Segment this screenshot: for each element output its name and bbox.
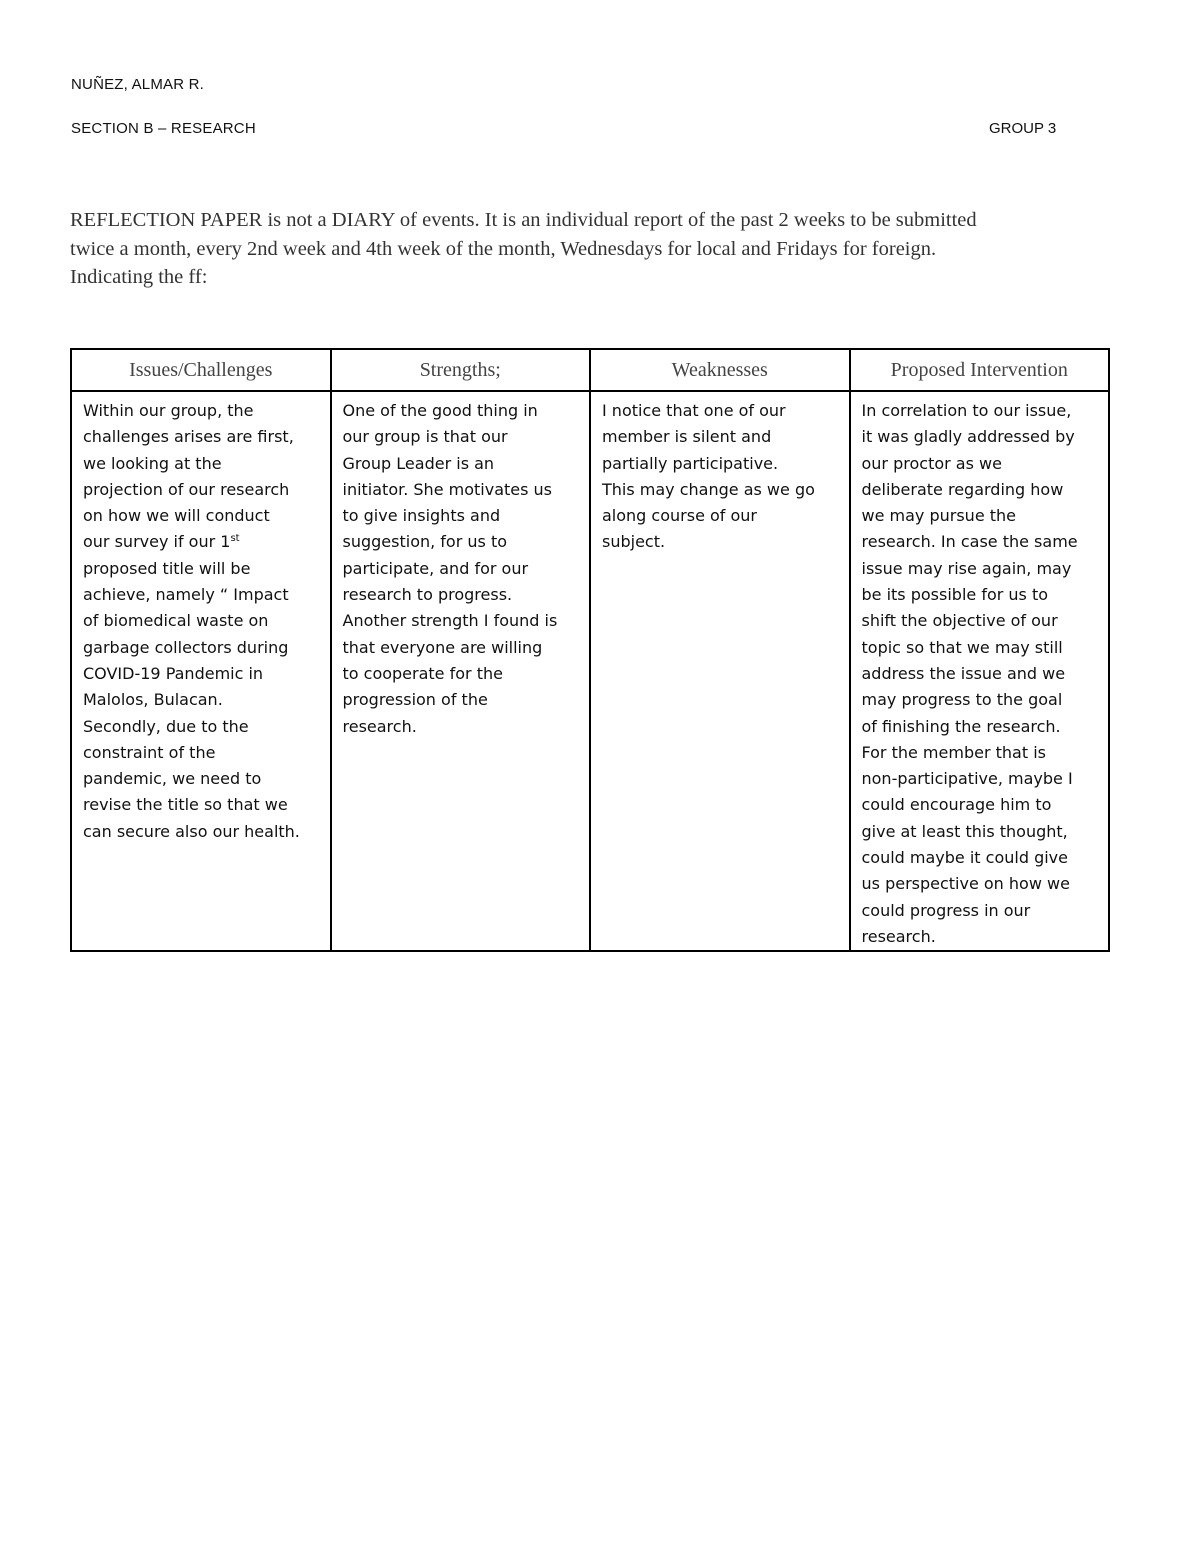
cell-line: I notice that one of our <box>602 401 786 420</box>
reflection-table <box>70 348 1110 952</box>
cell-line: progression of the <box>342 690 488 710</box>
cell-line: achieve, namely “ Impact <box>83 585 289 605</box>
cell-line: This may change as we go <box>602 479 815 499</box>
cell-line: we may pursue the <box>861 506 1016 526</box>
cell-line: of finishing the research. <box>861 716 1061 736</box>
instructions-line: REFLECTION PAPER is not a DIARY of events. It is an individual report of the past 2 weeks to be submitted <box>70 209 977 231</box>
cell-line: projection of our research <box>83 479 290 499</box>
cell-line: initiator. She motivates us <box>342 479 553 499</box>
cell-line: COVID-19 Pandemic in <box>83 663 264 683</box>
table-header-row <box>71 349 1109 391</box>
cell-line: we looking at the <box>83 453 222 473</box>
instructions-line: twice a month, every 2nd week and 4th week of the month, Wednesdays for local and Fridays for foreign. <box>70 237 937 260</box>
cell-line: pandemic, we need to <box>83 769 262 789</box>
cell-line: garbage collectors during <box>83 637 289 657</box>
cell-line: research to progress. <box>342 585 513 605</box>
table-row <box>71 391 1109 951</box>
strengths-cell <box>331 391 591 951</box>
cell-line: our proctor as we <box>861 453 1002 473</box>
cell-line: along course of our <box>602 506 758 526</box>
cell-line: member is silent and <box>602 427 772 447</box>
cell-line: shift the objective of our <box>861 611 1058 631</box>
header-proposed-intervention: Proposed Intervention <box>850 349 1110 391</box>
cell-line: on how we will conduct <box>83 506 270 526</box>
cell-line: constraint of the <box>83 742 216 762</box>
instructions-line: Indicating the ff: <box>70 266 208 288</box>
group-label: GROUP 3 <box>989 120 1057 137</box>
cell-line: us perspective on how we <box>861 874 1070 894</box>
superscript-text: st <box>230 533 240 545</box>
cell-line: give at least this thought, <box>861 821 1068 841</box>
cell-line: can secure also our health. <box>83 821 300 841</box>
cell-line: In correlation to our issue, <box>861 401 1072 420</box>
cell-line: deliberate regarding how <box>861 479 1064 499</box>
instructions-paragraph <box>70 206 1130 292</box>
cell-line: One of the good thing in <box>342 401 538 420</box>
proposed-intervention-cell <box>850 391 1110 951</box>
cell-line <box>83 529 322 555</box>
cell-line: topic so that we may still <box>861 637 1063 657</box>
section-label: SECTION B – RESEARCH <box>71 120 256 137</box>
student-name: NUÑEZ, ALMAR R. <box>71 76 205 93</box>
cell-line: suggestion, for us to <box>342 532 507 552</box>
cell-line: For the member that is <box>861 742 1046 762</box>
cell-line: issue may rise again, may <box>861 558 1072 578</box>
cell-line: address the issue and we <box>861 663 1066 683</box>
cell-line: could encourage him to <box>861 795 1052 815</box>
cell-line: Group Leader is an <box>342 453 495 473</box>
cell-line: Within our group, the <box>83 401 254 420</box>
cell-line: to give insights and <box>342 506 501 526</box>
cell-line: revise the title so that we <box>83 795 288 815</box>
weaknesses-cell <box>590 391 850 951</box>
header-strengths: Strengths; <box>331 349 591 391</box>
cell-line: partially participative. <box>602 453 779 473</box>
cell-line: could progress in our <box>861 900 1031 920</box>
cell-line: research. <box>861 926 936 946</box>
cell-line: subject. <box>602 532 666 552</box>
issues-challenges-cell <box>71 391 331 951</box>
cell-line: research. <box>342 716 417 736</box>
cell-line: Another strength I found is <box>342 611 558 631</box>
cell-line: be its possible for us to <box>861 585 1049 605</box>
cell-line: non-participative, maybe I <box>861 769 1073 789</box>
cell-line: proposed title will be <box>83 558 251 578</box>
header-issues-challenges: Issues/Challenges <box>71 349 331 391</box>
cell-line: Malolos, Bulacan. <box>83 690 223 710</box>
cell-line: could maybe it could give <box>861 848 1068 868</box>
cell-line: it was gladly addressed by <box>861 427 1075 447</box>
cell-text: our survey if our 1 <box>83 532 231 552</box>
cell-line: participate, and for our <box>342 558 529 578</box>
cell-line: may progress to the goal <box>861 690 1063 710</box>
cell-line: that everyone are willing <box>342 637 543 657</box>
cell-line: research. In case the same <box>861 532 1078 552</box>
cell-line: of biomedical waste on <box>83 611 269 631</box>
header-weaknesses: Weaknesses <box>590 349 850 391</box>
cell-line: our group is that our <box>342 427 508 447</box>
cell-line: challenges arises are first, <box>83 427 294 447</box>
cell-line: Secondly, due to the <box>83 716 249 736</box>
cell-line: to cooperate for the <box>342 663 503 683</box>
